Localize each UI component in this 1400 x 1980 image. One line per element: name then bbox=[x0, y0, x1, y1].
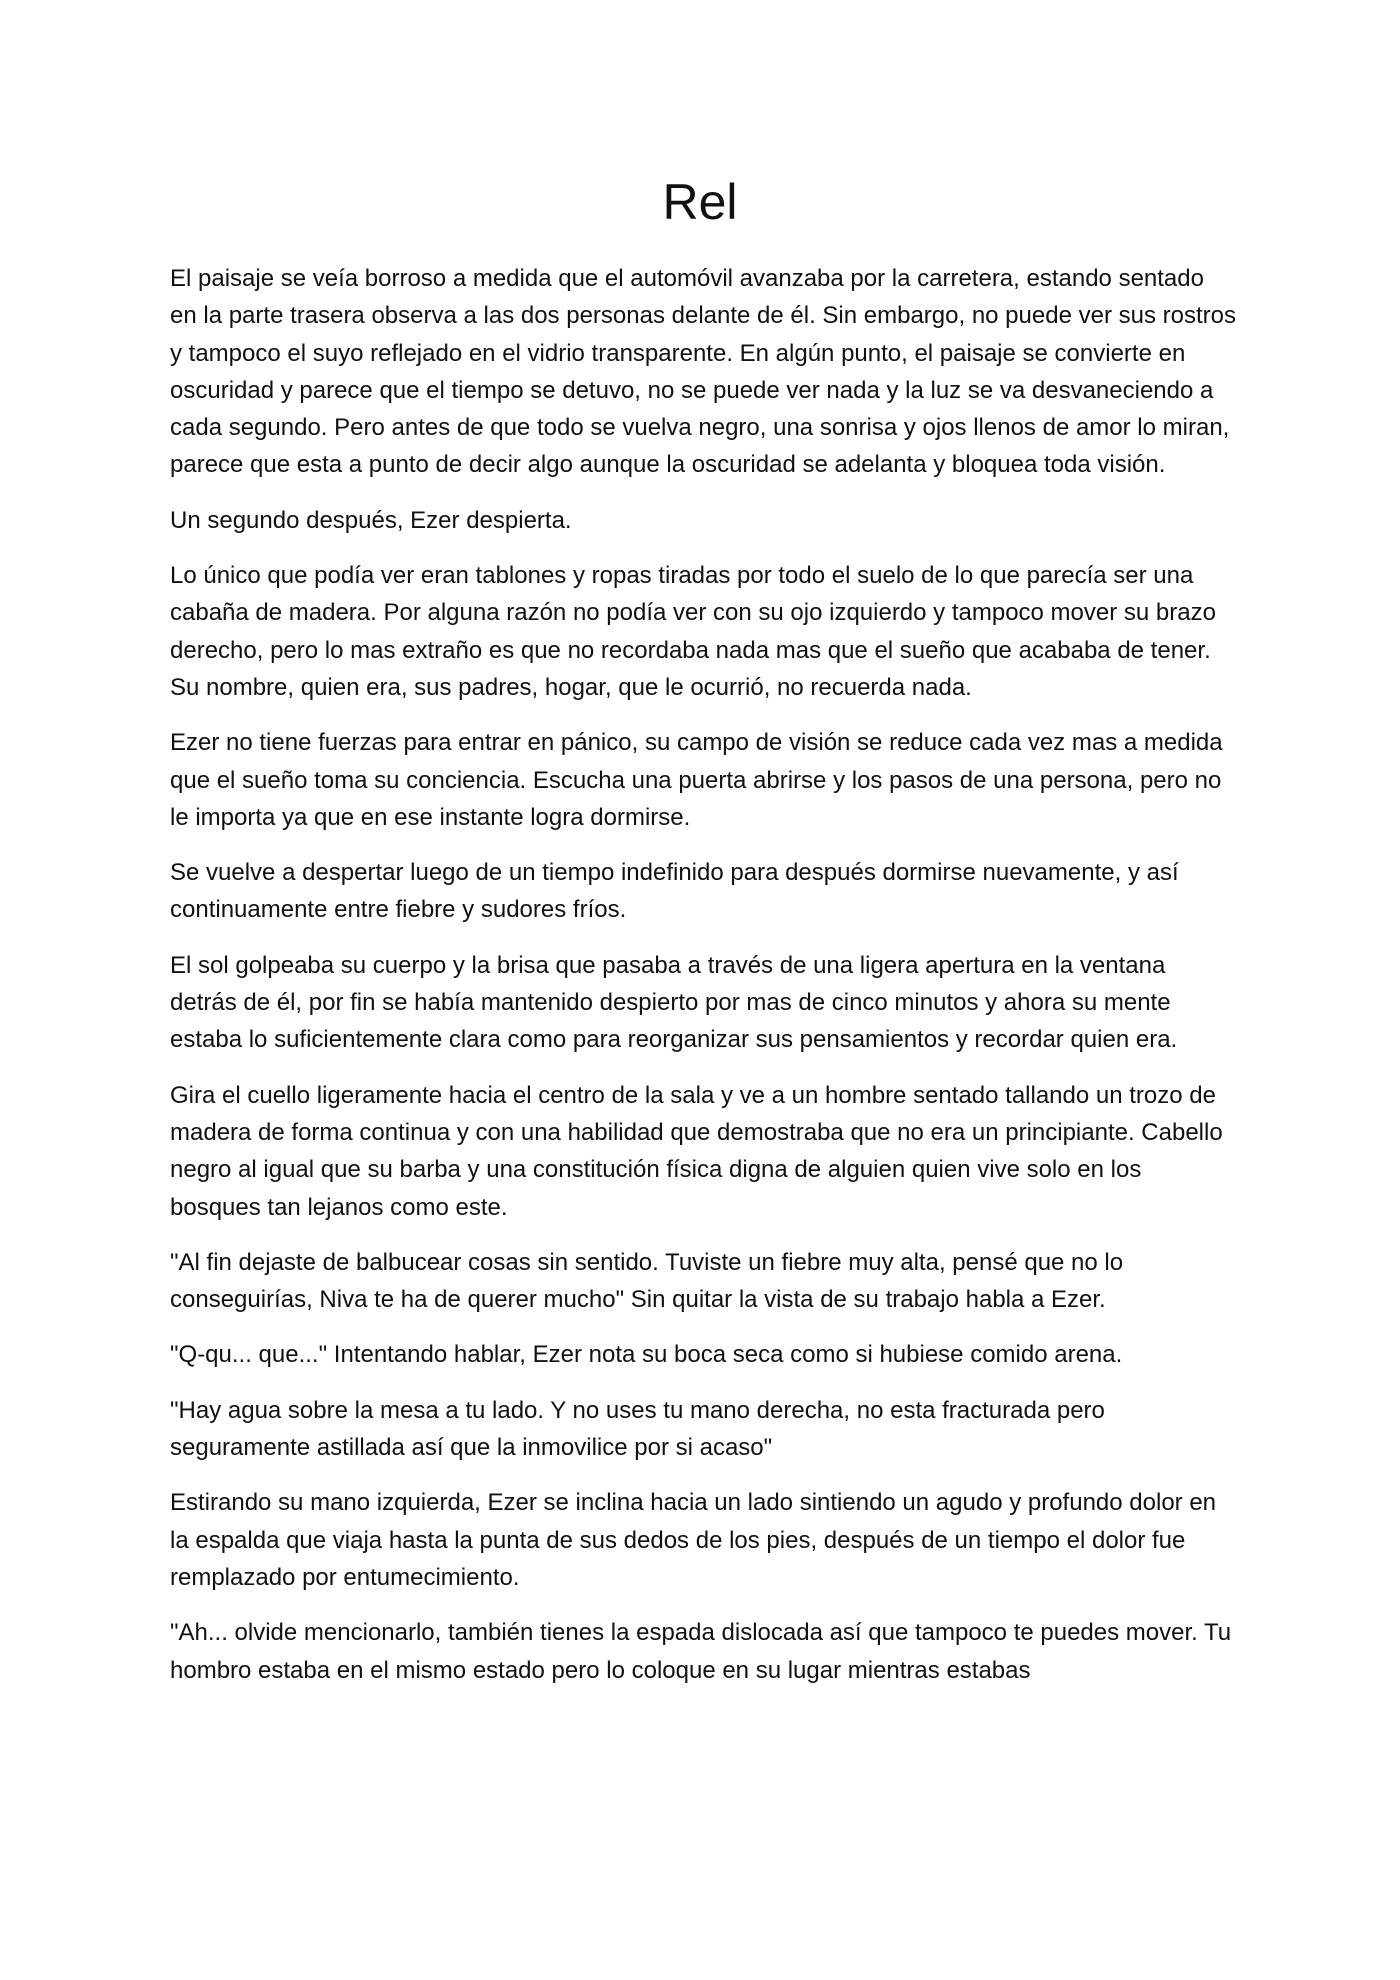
paragraph: "Hay agua sobre la mesa a tu lado. Y no uses tu mano derecha, no esta fracturada pero seguramente astillada así que la inmovilice por si acaso" bbox=[170, 1396, 1105, 1462]
paragraph: Lo único que podía ver eran tablones y ropas tiradas por todo el suelo de lo que parecía ser una cabaña de madera. Por alguna razón no podía ver con su ojo izquierdo y tampoco mover su brazo derecho, pero lo mas extraño es que no recordaba nada mas que el sueño que acababa de tener. Su nombre, quien era, sus padres, hogar, que le ocurrió, no recuerda nada. bbox=[170, 562, 1216, 701]
paragraph: "Ah... olvide mencionarlo, también tienes la espada dislocada así que tampoco te puedes mover. Tu hombro estaba en el mismo estado pero lo coloque en su lugar mientras estabas bbox=[170, 1619, 1232, 1684]
paragraph: Un segundo después, Ezer despierta. bbox=[170, 506, 572, 534]
document-body bbox=[170, 260, 1236, 1707]
paragraph: Gira el cuello ligeramente hacia el centro de la sala y ve a un hombre sentado tallando un trozo de madera de forma continua y con una habilidad que demostraba que no era un principiante. Cabello negro al igual que su barba y una constitución física digna de alguien quien vive solo en los bosques tan lejanos como este. bbox=[170, 1081, 1223, 1221]
paragraph: Estirando su mano izquierda, Ezer se inclina hacia un lado sintiendo un agudo y profundo dolor en la espalda que viaja hasta la punta de sus dedos de los pies, después de un tiempo el dolor fue remplazado por entumecimiento. bbox=[170, 1489, 1217, 1591]
paragraph: "Q-qu... que..." Intentando hablar, Ezer nota su boca seca como si hubiese comido arena. bbox=[170, 1341, 1123, 1369]
document-title: Rel bbox=[662, 174, 738, 230]
paragraph: Ezer no tiene fuerzas para entrar en pánico, su campo de visión se reduce cada vez mas a medida que el sueño toma su conciencia. Escucha una puerta abrirse y los pasos de una persona, pero no le importa ya que en ese instante logra dormirse. bbox=[170, 729, 1223, 831]
paragraph: Se vuelve a despertar luego de un tiempo indefinido para después dormirse nuevamente, y así continuamente entre fiebre y sudores fríos. bbox=[170, 859, 1179, 924]
paragraph: El sol golpeaba su cuerpo y la brisa que pasaba a través de una ligera apertura en la ventana detrás de él, por fin se había mantenido despierto por mas de cinco minutos y ahora su mente estaba lo suficientemente clara como para reorganizar sus pensamientos y recordar quien era. bbox=[170, 951, 1178, 1054]
paragraph: El paisaje se veía borroso a medida que el automóvil avanzaba por la carretera, estando sentado en la parte trasera observa a las dos personas delante de él. Sin embargo, no puede ver sus rostros y tampoco el suyo reflejado en el vidrio transparente. En algún punto, el paisaje se convierte en oscuridad y parece que el tiempo se detuvo, no se puede ver nada y la luz se va desvaneciendo a cada segundo. Pero antes de que todo se vuelva negro, una sonrisa y ojos llenos de amor lo miran, parece que esta a punto de decir algo aunque la oscuridad se adelanta y bloquea toda visión. bbox=[170, 265, 1236, 479]
paragraph: "Al fin dejaste de balbucear cosas sin sentido. Tuviste un fiebre muy alta, pensé que no lo conseguirías, Niva te ha de querer mucho" Sin quitar la vista de su trabajo habla a Ezer. bbox=[170, 1248, 1124, 1314]
